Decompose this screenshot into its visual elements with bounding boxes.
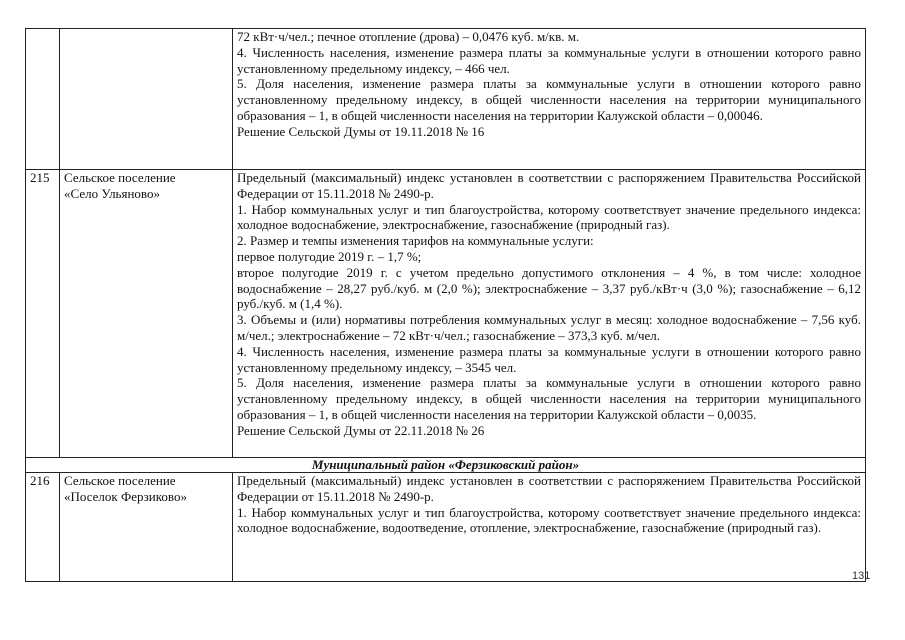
text-line: Предельный (максимальный) индекс установлен в соответствии с распоряжением Правительства Российской Федерации от 15.11.2018 № 2490-р. (237, 473, 861, 504)
description-cell (233, 170, 866, 458)
municipality-type: Сельское поселение (64, 473, 176, 488)
municipality-name-cell (60, 170, 233, 458)
text-line: Предельный (максимальный) индекс установлен в соответствии с распоряжением Правительства Российской Федерации от 15.11.2018 № 2490-р. (237, 170, 861, 201)
table-row (26, 473, 866, 582)
text-line: 2. Размер и темпы изменения тарифов на коммунальные услуги: (237, 233, 594, 249)
municipality-type: Сельское поселение (64, 170, 176, 185)
row-number-cell: 216 (26, 473, 60, 582)
municipality-title: «Село Ульяново» (64, 185, 160, 201)
text-line: 4. Численность населения, изменение размера платы за коммунальные услуги в отношении которого равно установленному предельному индексу, – 466 чел. (237, 44, 861, 76)
district-header-row (26, 458, 866, 473)
text-line: 1. Набор коммунальных услуг и тип благоустройства, которому соответствует значение предельного индекса: холодное водоснабжение, электроснабжение, газоснабжение (природный газ). (237, 201, 861, 233)
page-number: 131 (852, 570, 871, 582)
text-line: 3. Объемы и (или) нормативы потребления коммунальных услуг в месяц: холодное водоснабжение – 7,56 куб. м/чел.; электроснабжение – 72 кВт·ч/чел.; газоснабжение – 373,3 куб. м/чел. (237, 312, 861, 343)
text-line: 4. Численность населения, изменение размера платы за коммунальные услуги в отношении которого равно установленному предельному индексу, – 3545 чел. (237, 343, 861, 375)
description-cell (233, 29, 866, 170)
row-number-cell: 215 (26, 170, 60, 458)
table-row (26, 170, 866, 458)
text-line: 1. Набор коммунальных услуг и тип благоустройства, которому соответствует значение предельного индекса: холодное водоснабжение, водоотведение, отопление, электроснабжение, газоснабжение (природный газ). (237, 504, 861, 536)
row-number-cell (26, 29, 60, 170)
district-header: Муниципальный район «Ферзиковский район» (26, 458, 866, 473)
text-line: 72 кВт·ч/чел.; печное отопление (дрова) – 0,0476 куб. м/кв. м. (237, 29, 580, 44)
municipality-name-cell (60, 473, 233, 582)
description-cell (233, 473, 866, 582)
text-line: первое полугодие 2019 г. – 1,7 %; (237, 248, 422, 264)
text-line: второе полугодие 2019 г. с учетом предельно допустимого отклонения – 4 %, в том числе: холодное водоснабжение – 28,27 руб./куб. м (2,0 %); электроснабжение – 3,37 руб./кВт·ч (3,0 %); газоснабжение – 6,12 руб./куб. м (1,4 %). (237, 264, 861, 312)
text-line: Решение Сельской Думы от 19.11.2018 № 16 (237, 123, 485, 139)
regulation-table (25, 28, 866, 582)
municipality-title: «Поселок Ферзиково» (64, 488, 187, 504)
text-line: 5. Доля населения, изменение размера платы за коммунальные услуги в отношении которого равно установленному предельному индексу, в общей численности населения на территории муниципального образования – 1, в общей численности населения на территории Калужской области – 0,0035. (237, 375, 861, 422)
municipality-name-cell (60, 29, 233, 170)
text-line: Решение Сельской Думы от 22.11.2018 № 26 (237, 422, 485, 438)
table-row (26, 29, 866, 170)
text-line: 5. Доля населения, изменение размера платы за коммунальные услуги в отношении которого равно установленному предельному индексу, в общей численности населения на территории муниципального образования – 1, в общей численности населения на территории Калужской области – 0,00046. (237, 76, 861, 123)
